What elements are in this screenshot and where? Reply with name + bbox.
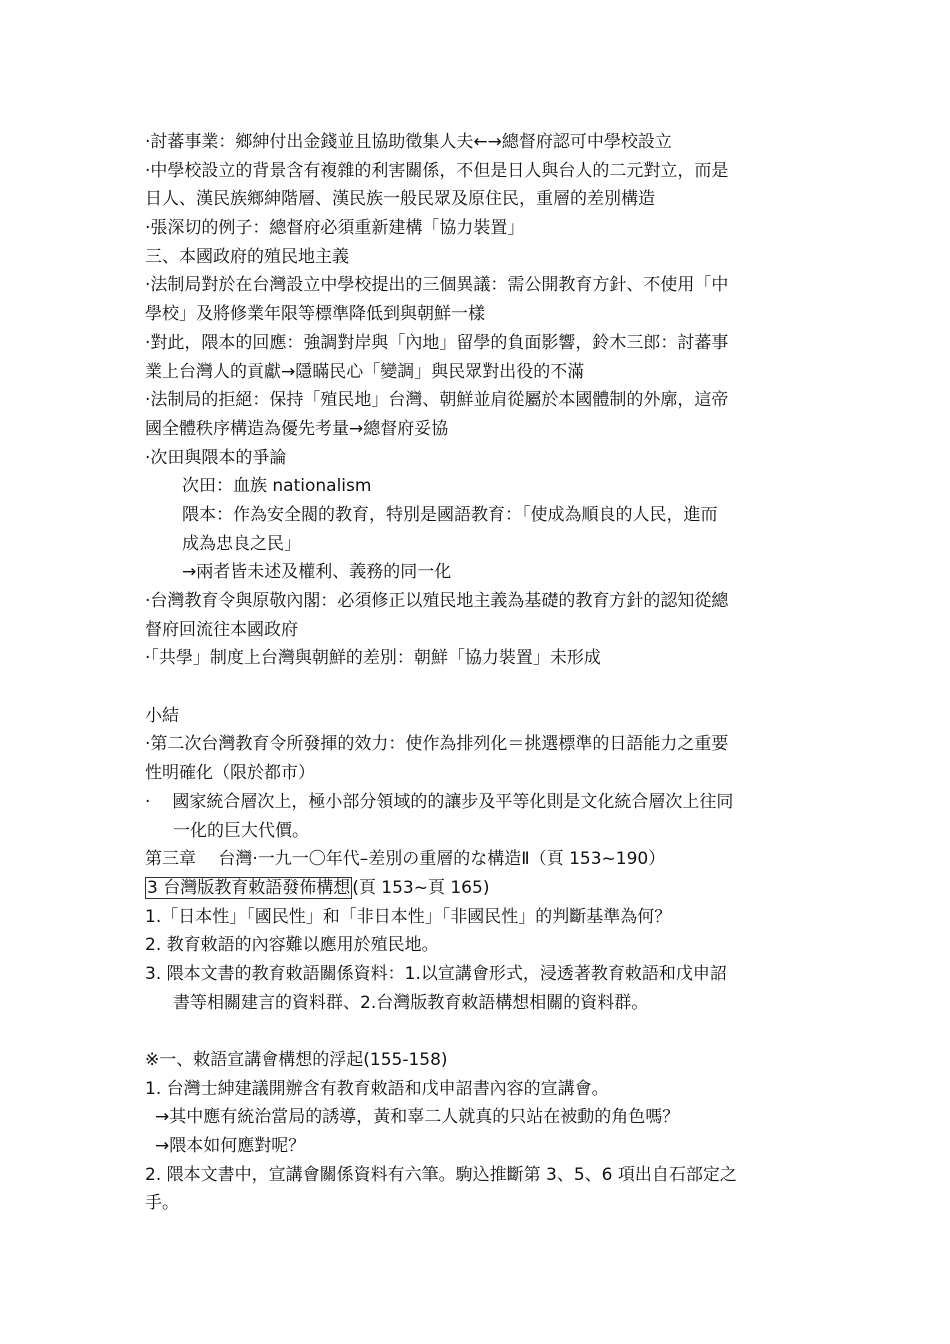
text-line: →隈本如何應對呢？ (155, 1136, 306, 1157)
bullet-item (145, 788, 809, 817)
text-line: ·張深切的例子：總督府必須重新建構「協力裝置」 (145, 218, 525, 239)
text-line: 學校」及將修業年限等標準降低到與朝鮮一樣 (145, 304, 485, 325)
text-line: ·「共學」制度上台灣與朝鮮的差別：朝鮮「協力裝置」未形成 (145, 648, 601, 669)
text-line: ·台灣教育令與原敬內閣：必須修正以殖民地主義為基礎的教育方針的認知從總 (145, 591, 729, 611)
bullet-marker: · (145, 791, 151, 812)
text-line: ·中學校設立的背景含有複雜的利害關係，不但是日人與台人的二元對立，而是 (145, 160, 729, 181)
text-line: 2. 隈本文書中，宣講會關係資料有六筆。駒込推斷第 3、5、6 項出自石部定之 (145, 1164, 737, 1185)
text-line: 督府回流往本國政府 (145, 619, 298, 640)
text-line: 日人、漢民族鄉紳階層、漢民族一般民眾及原住民，重層的差別構造 (145, 189, 655, 210)
text-line: 隈本：作為安全閥的教育，特別是國語教育：「使成為順良的人民，進而 (182, 504, 718, 525)
text-line: 書等相關建言的資料群、2.台灣版教育敕語構想相關的資料群。 (173, 992, 649, 1013)
text-line: ·法制局的拒絕：保持「殖民地」台灣、朝鮮並肩從屬於本國體制的外廓，這帝 (145, 390, 729, 411)
section-heading: 三、本國政府的殖民地主義 (145, 246, 349, 267)
section-heading: 小結 (145, 705, 179, 726)
text-line: ·次田與隈本的爭論 (145, 447, 287, 468)
text-line: ·第二次台灣教育令所發揮的效力：使作為排列化＝挑選標準的日語能力之重要 (145, 734, 729, 755)
text-line: 1. 台灣士紳建議開辦含有教育敕語和戊申詔書內容的宣講會。 (145, 1078, 609, 1099)
text-line: 性明確化（限於都市） (145, 763, 315, 784)
blank-line (145, 1017, 809, 1046)
blank-line (145, 673, 809, 702)
text-line: 一化的巨大代價。 (173, 820, 309, 841)
text-line: →其中應有統治當局的誘導，黃和辜二人就真的只站在被動的角色嗎？ (155, 1107, 680, 1128)
text-line: ·討蕃事業：鄉紳付出金錢並且協助徵集人夫←→總督府認可中學校設立 (145, 132, 672, 152)
text-line: ·法制局對於在台灣設立中學校提出的三個異議：需公開教育方針、不使用「中 (145, 275, 729, 296)
text-line: 次田：血族 nationalism (182, 476, 372, 497)
text-line: 3. 隈本文書的教育敕語關係資料：1.以宣講會形式，浸透著教育敕語和戊申詔 (145, 963, 727, 984)
text-line: 業上台灣人的貢獻→隱瞞民心「變調」與民眾對出役的不滿 (145, 361, 585, 382)
text-line: 成為忠良之民」 (182, 533, 301, 554)
bullet-text: 國家統合層次上，極小部分領域的的讓步及平等化則是文化統合層次上往同 (172, 791, 734, 812)
chapter-heading: 第三章 台灣·一九一〇年代–差別の重層的な構造Ⅱ（頁 153~190） (145, 849, 666, 870)
boxed-title: 3 台灣版教育敕語發佈構想 (147, 877, 351, 898)
subsection-heading (145, 874, 809, 903)
text-line: 2. 教育敕語的內容難以應用於殖民地。 (145, 935, 439, 956)
text-line: →兩者皆未述及權利、義務的同一化 (182, 562, 452, 583)
text-line: ·對此，隈本的回應：強調對岸與「內地」留學的負面影響，鈴木三郎：討蕃事 (145, 332, 729, 353)
section-heading: ※一、敕語宣講會構想的浮起(155-158) (145, 1050, 448, 1070)
text-line: 國全體秩序構造為優先考量→總督府妥協 (145, 418, 449, 439)
text-line: 1.「日本性」「國民性」和「非日本性」「非國民性」的判斷基準為何？ (145, 906, 672, 927)
text-line: 手。 (145, 1193, 179, 1214)
page-range: (頁 153~頁 165) (352, 877, 490, 898)
document-page (145, 128, 809, 1218)
